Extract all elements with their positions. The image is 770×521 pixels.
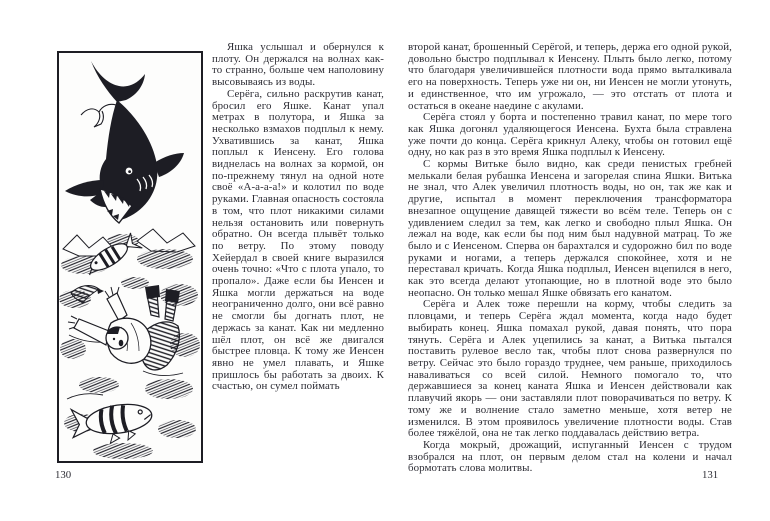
page-number-left: 130: [55, 469, 72, 481]
page-number-right: 131: [702, 469, 719, 481]
striped-fish-figure: [69, 399, 155, 449]
paragraph: второй канат, брошенный Серёгой, и теперь, держа его одной рукой, довольно быстро подплывал к Иенсену. Плыть было легко, потому что благодаря увеличившейся плотности вода прямо выталкивала его на поверхность. Теперь уже ни он, ни Иенсен не могли утонуть, и единственное, что им угрожало, — это отстать от плота и остаться в океане наедине с акулами.: [408, 41, 732, 112]
illustration: [57, 51, 203, 463]
paragraph: Серёга и Алек тоже перешли на корму, чтобы следить за пловцами, и теперь Серёга ждал момента, когда надо будет выбирать конец. Яшка помахал рукой, давая понять, что пора тянуть. Серёга и Алек уцепились за канат, а Витька пытался поставить рулевое весло так, чтобы плот снова развернулся по ветру. Сейчас это было гораздо труднее, чем раньше, приходилось наваливаться со всей силой. Немного помогало то, что державшиеся за конец каната Яшка и Иенсен действовали как плавучий якорь — они заставляли плот поворачиваться по ветру. К тому же и волнение стало заметно меньше, хотя ветер не изменился. В этом проявилось увеличение плотности воды. Став более тяжёлой, она не так легко поддавалась действию ветра.: [408, 298, 732, 440]
right-text-column: [408, 42, 732, 475]
page-right: [385, 0, 770, 521]
paragraph: Когда мокрый, дрожащий, испуганный Иенсен с трудом взобрался на плот, он первым делом стал на колени и начал бормотать слова молитвы.: [408, 438, 732, 475]
paragraph: Серёга стоял у борта и постепенно травил канат, по мере того как Яшка догонял удаляющегося Иенсена. Бухта была стравлена уже почти до конца. Серёга крикнул Алеку, чтобы он готовил ещё одну, но как раз в это время Яшка подплыл к Иенсену.: [408, 111, 732, 159]
shark-figure: [65, 61, 184, 223]
illustration-svg: [59, 53, 201, 461]
seagull-figure: [81, 104, 116, 127]
left-text-column: [212, 42, 384, 393]
paragraph: Серёга, сильно раскрутив канат, бросил его Яшке. Канат упал метрах в полутора, и Яшка за несколько взмахов подплыл к нему. Ухватившись за канат, Яшка поплыл к Иенсену. Его голова виднелась на волнах за кормой, он по-прежнему тянул на одной ноте своё «А-а-а-а!» и колотил по воде руками. Главная опасность состояла в том, что плот никакими силами нельзя остановить или повернуть обратно. Он всегда плывёт только по ветру. По этому поводу Хейердал в своей книге выразился очень точно: «Что с плота упало, то пропало». Даже если бы Иенсен и Яшка могли держаться на воде неограниченно долго, они всё равно не смогли бы догнать плот, не держась за канат. Как ни медленно шёл плот, он всё же двигался быстрее пловца. К тому же Иенсен явно не умел плавать, и Яшке пришлось бы работать за двоих. К счастью, он сумел поймать: [212, 87, 384, 393]
paragraph: С кормы Витьке было видно, как среди пенистых гребней мелькали белая рубашка Иенсена и загорелая спина Яшки. Витька не знал, что Алек увеличил плотность воды, но он, так же как и другие, испытал в момент переключения трансформатора внезапное ощущение давящей тяжести во всём теле. Теперь он с удивлением следил за тем, как легко и свободно плыл Яшка. Он лежал на воде, как если бы под ним был надувной матрац. То же было и с Иенсеном. Сперва он барахтался и судорожно бил по воде руками и ногами, а теперь держался спокойнее, хотя и не переставал кричать. Когда Яшка подплыл, Иенсен вцепился в него, как это всегда делают утопающие, но в плотной воде это было неопасно. Он только мешал Яшке обвязать его канатом.: [408, 158, 732, 299]
paragraph: Яшка услышал и обернулся к плоту. Он держался на волнах как-то странно, больше чем наполовину высовываясь из воды.: [212, 41, 384, 89]
